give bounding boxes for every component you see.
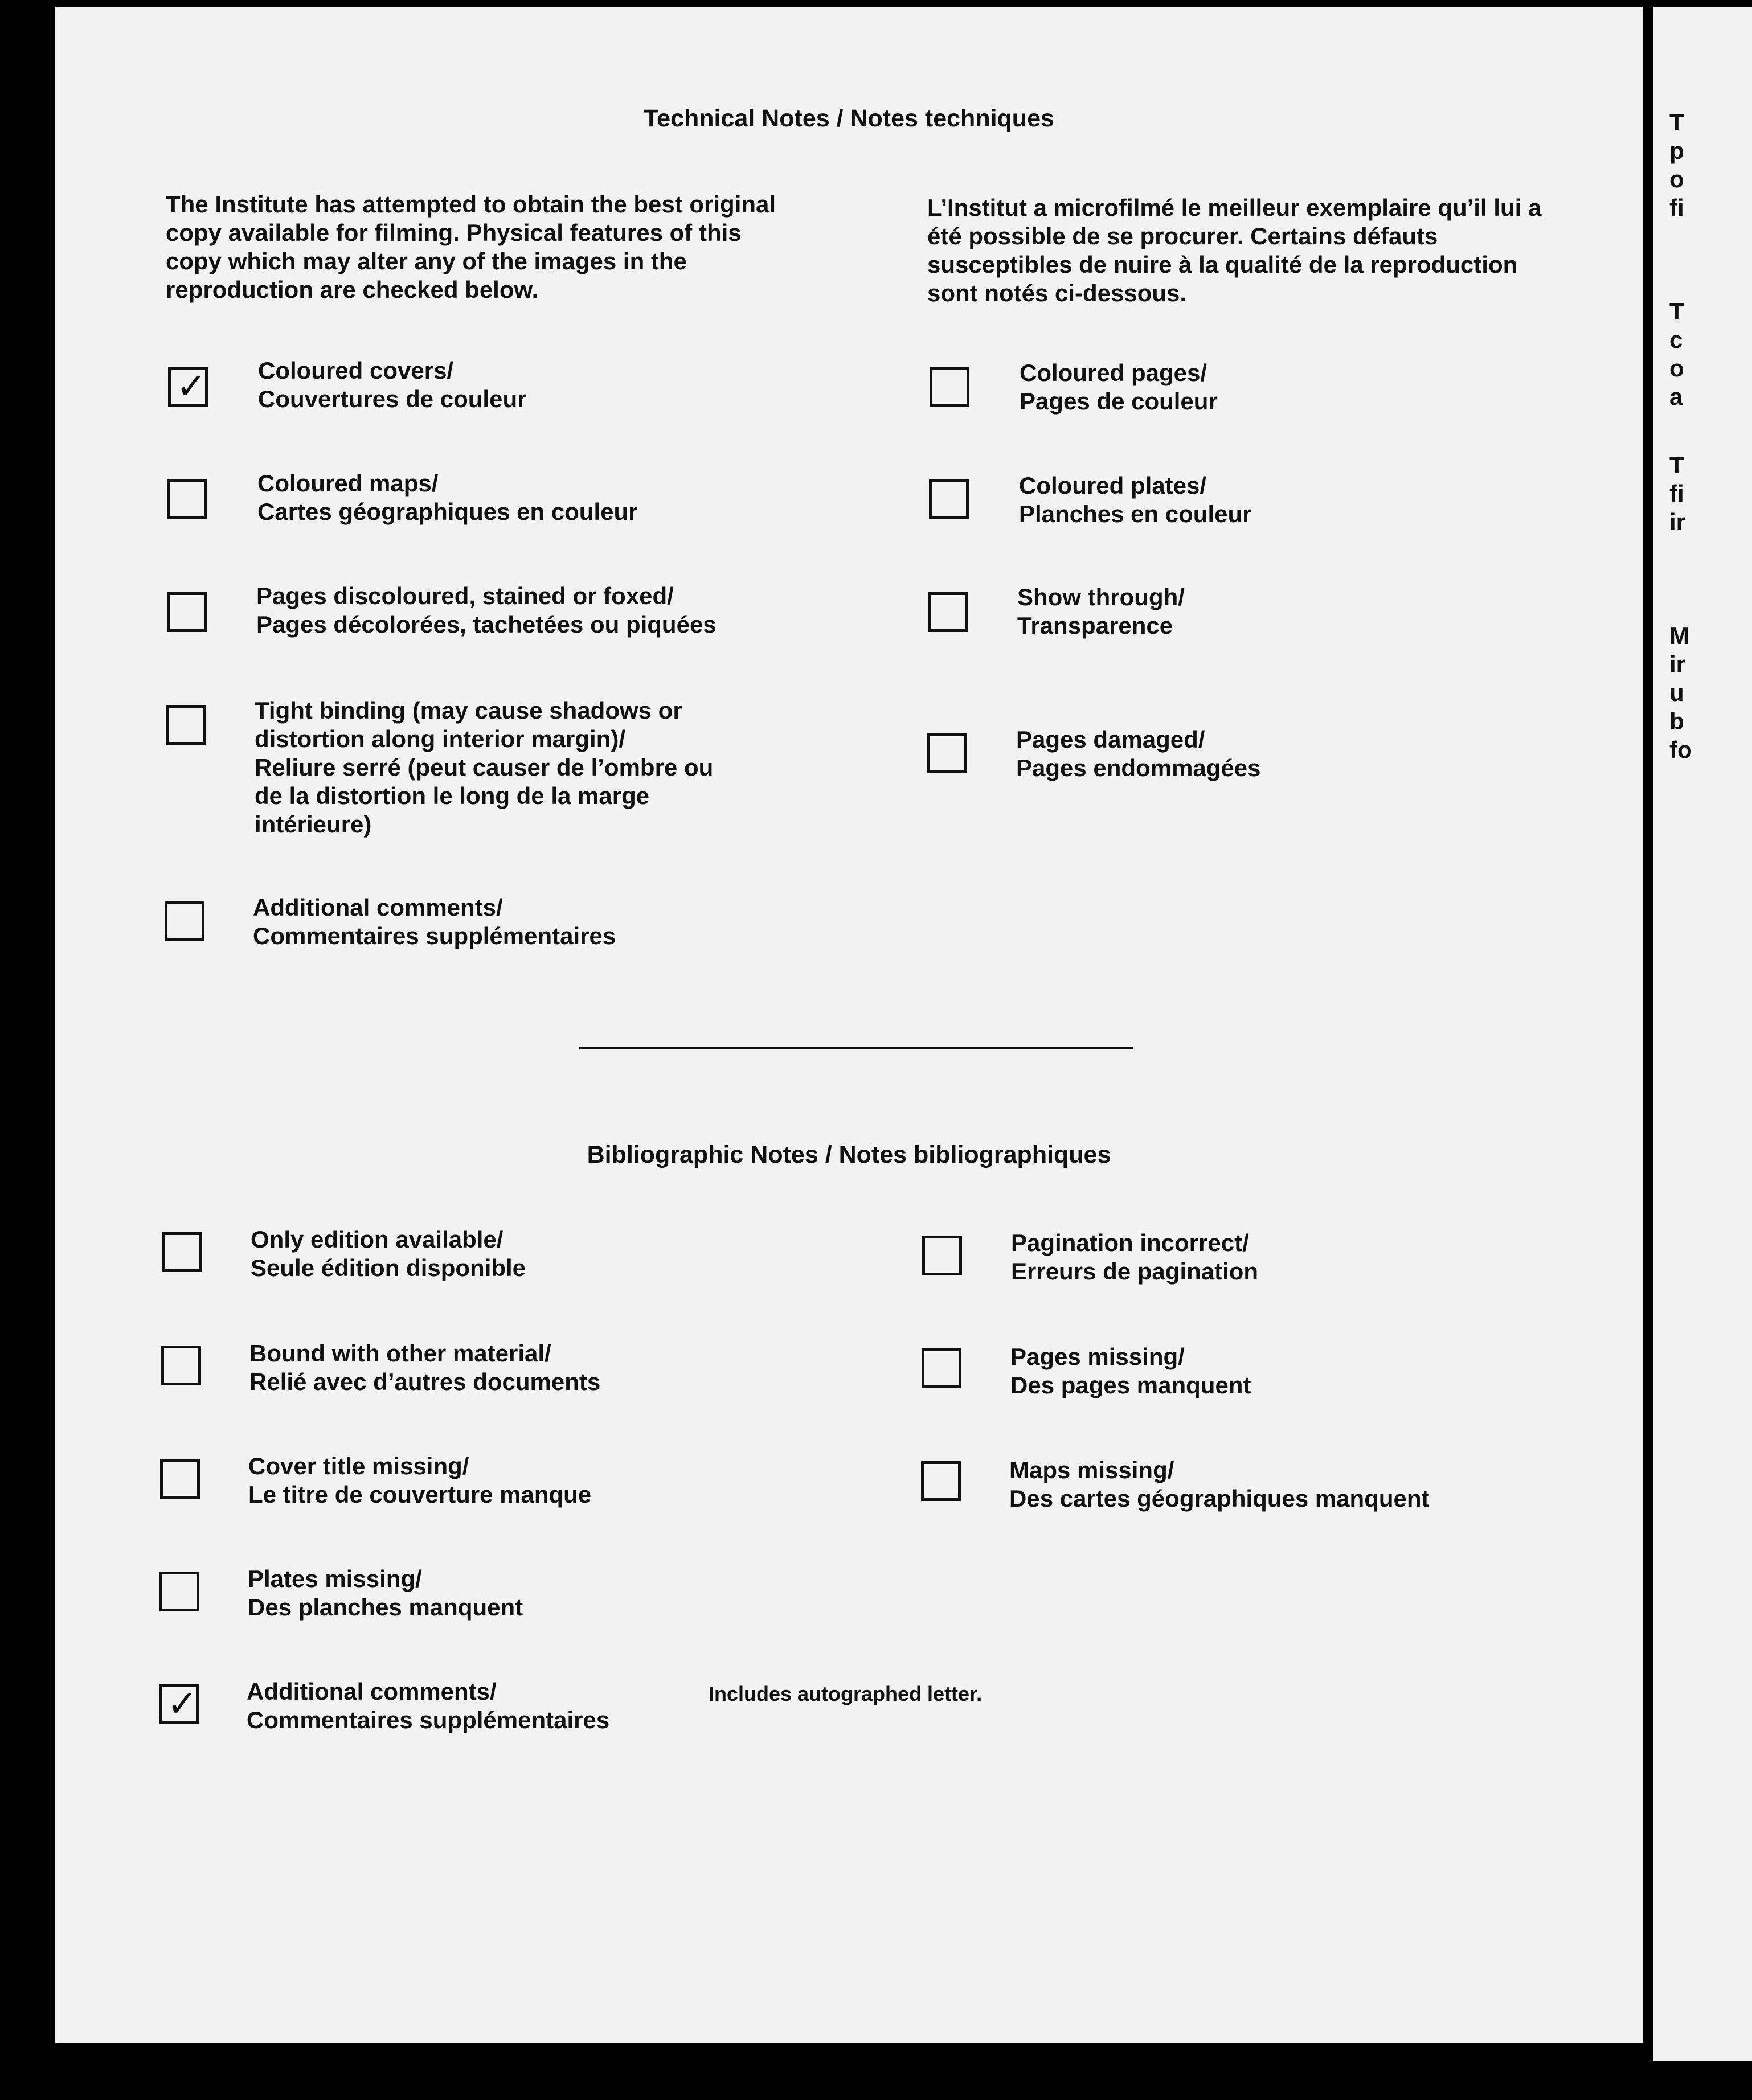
item-cover-title-missing: Cover title missing/ Le titre de couverture manque — [248, 1453, 592, 1508]
item-maps-missing: Maps missing/ Des cartes géographiques manquent — [1009, 1457, 1430, 1512]
fragment-line: c — [1669, 326, 1683, 353]
checkbox-plates-missing[interactable] — [159, 1572, 199, 1611]
item-show-through: Show through/ Transparence — [1017, 584, 1185, 639]
intro-french: L’Institut a microfilmé le meilleur exemplaire qu’il lui a été possible de se procurer. Certains défauts susceptibles de nuire à la qualité de la reproduction sont notés ci-dessous. — [927, 194, 1542, 306]
item-coloured-pages: Coloured pages/ Pages de couleur — [1020, 359, 1218, 415]
item-coloured-maps: Coloured maps/ Cartes géographiques en couleur — [257, 470, 638, 525]
adjacent-page-edge — [1653, 7, 1752, 2061]
fragment-line: p — [1669, 137, 1684, 164]
fragment-line: T — [1669, 109, 1684, 136]
checkbox-pages-discoloured[interactable] — [167, 592, 207, 632]
additional-comment-text: Includes autographed letter. — [709, 1682, 983, 1705]
fragment-line: o — [1669, 166, 1684, 192]
checkbox-tight-binding[interactable] — [166, 705, 206, 745]
item-bound-with: Bound with other material/ Relié avec d’autres documents — [249, 1340, 601, 1395]
item-plates-missing: Plates missing/ Des planches manquent — [248, 1565, 523, 1621]
checkbox-coloured-pages[interactable] — [930, 367, 969, 407]
fragment-line: o — [1669, 355, 1684, 382]
fragment-line: fo — [1669, 736, 1692, 763]
checkbox-coloured-maps[interactable] — [167, 479, 207, 519]
check-mark-icon: ✓ — [167, 1683, 198, 1725]
fragment-line: M — [1669, 622, 1689, 649]
checkbox-pages-missing[interactable] — [922, 1348, 961, 1388]
item-additional-comments-technical: Additional comments/ Commentaires supplémentaires — [253, 894, 616, 949]
section-divider — [579, 1047, 1133, 1049]
checkbox-additional-comments-technical[interactable] — [165, 901, 204, 941]
checkbox-show-through[interactable] — [928, 592, 968, 632]
fragment-line: b — [1669, 708, 1684, 735]
fragment-line: a — [1669, 383, 1683, 410]
fragment-line: ir — [1669, 508, 1686, 535]
item-pages-damaged: Pages damaged/ Pages endommagées — [1016, 726, 1261, 781]
check-mark-icon: ✓ — [176, 366, 207, 408]
item-pages-missing: Pages missing/ Des pages manquent — [1010, 1343, 1251, 1398]
technical-notes-heading: Technical Notes / Notes techniques — [644, 105, 1054, 132]
item-pages-discoloured: Pages discoloured, stained or foxed/ Pages décolorées, tachetées ou piquées — [256, 583, 717, 638]
fragment-line: T — [1669, 298, 1684, 325]
checkbox-only-edition[interactable] — [162, 1232, 202, 1272]
checkbox-coloured-covers[interactable] — [168, 367, 208, 407]
checkbox-maps-missing[interactable] — [921, 1461, 961, 1501]
checkbox-pagination-incorrect[interactable] — [922, 1236, 962, 1275]
item-pagination-incorrect: Pagination incorrect/ Erreurs de pagination — [1011, 1229, 1259, 1285]
intro-english: The Institute has attempted to obtain the best original copy available for filming. Physical features of this copy which may alter any of the images in the reproduction are checked below. — [166, 191, 776, 303]
checkbox-bound-with[interactable] — [161, 1346, 201, 1385]
checkbox-cover-title-missing[interactable] — [160, 1459, 200, 1499]
fragment-line: T — [1669, 452, 1684, 478]
document-page — [55, 7, 1643, 2043]
item-additional-comments-bibliographic: Additional comments/ Commentaires supplémentaires — [247, 1678, 610, 1733]
item-coloured-plates: Coloured plates/ Planches en couleur — [1019, 472, 1252, 527]
fragment-line: ir — [1669, 651, 1686, 678]
checkbox-additional-comments-bibliographic[interactable] — [159, 1684, 199, 1724]
item-only-edition: Only edition available/ Seule édition disponible — [251, 1226, 526, 1281]
checkbox-pages-damaged[interactable] — [927, 733, 967, 773]
fragment-line: fi — [1669, 480, 1684, 507]
fragment-line: fi — [1669, 194, 1684, 221]
fragment-line: u — [1669, 679, 1684, 706]
bibliographic-notes-heading: Bibliographic Notes / Notes bibliographiques — [587, 1141, 1111, 1168]
item-coloured-covers: Coloured covers/ Couvertures de couleur — [258, 357, 527, 412]
item-tight-binding: Tight binding (may cause shadows or distortion along interior margin)/ Reliure serré (peut causer de l’ombre ou de la distortion le long de la marge intérieure) — [255, 697, 714, 838]
checkbox-coloured-plates[interactable] — [929, 479, 969, 519]
